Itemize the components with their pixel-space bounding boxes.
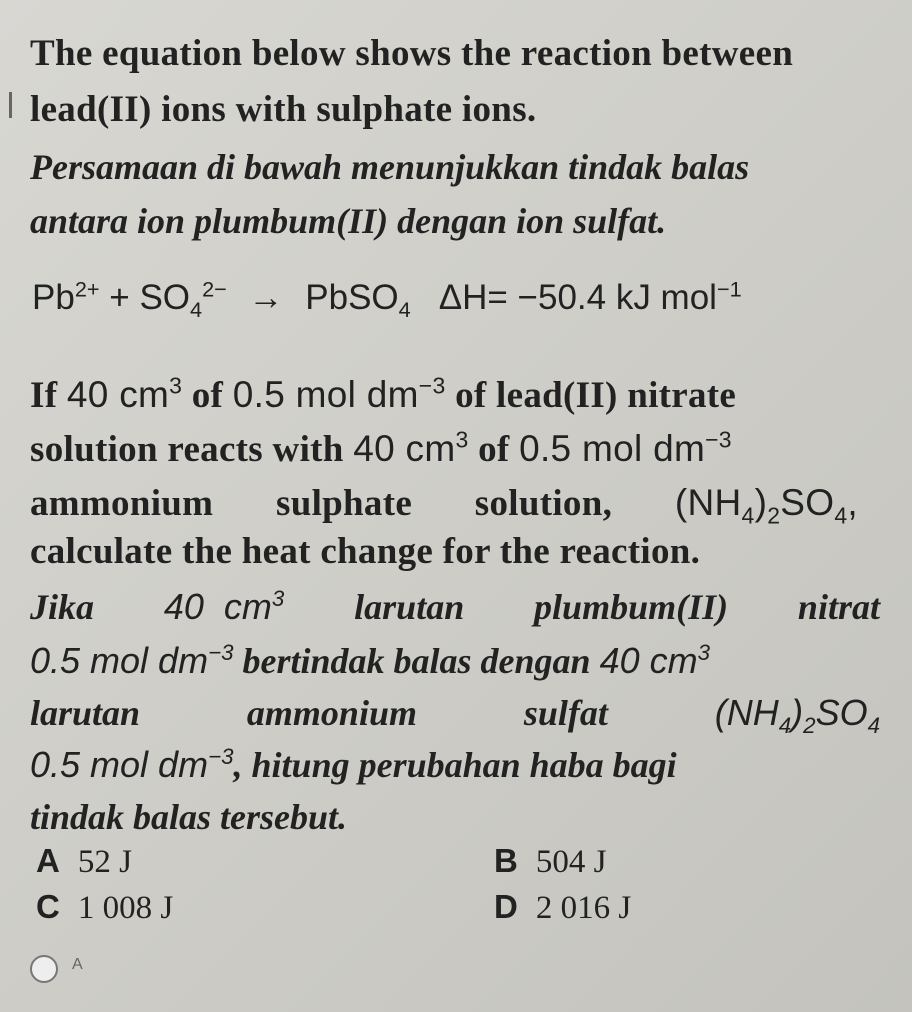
answer-radio-button[interactable] bbox=[30, 955, 58, 983]
enthalpy-change: ΔH= −50.4 kJ mol bbox=[438, 278, 717, 317]
english-line-6: calculate the heat change for the reaction. bbox=[30, 531, 701, 572]
margin-mark bbox=[9, 92, 12, 118]
english-line-5: ammonium sulphate solution, $(NH_4)_2SO_4$, bbox=[30, 482, 858, 529]
reaction-equation: $Pb^{2+} + SO_4^{2-}$ → PbSO$_4$ ΔH= −50.4 kJ mol$^{-1}$ bbox=[32, 276, 742, 322]
malay-line-3: Jika 40 $cm^3$ larutan plumbum(II) nitrat bbox=[30, 586, 880, 627]
english-line-4: solution reacts with 40 $cm^3$ of 0.5 mol $dm^{-3}$ bbox=[30, 426, 732, 470]
reaction-arrow: → bbox=[238, 278, 294, 317]
english-line-1: The equation below shows the reaction between bbox=[30, 33, 794, 74]
malay-line-6: 0.5 mol $dm^{-3}$, hitung perubahan haba bagi bbox=[30, 744, 677, 785]
option-a: A 52 J bbox=[36, 842, 132, 880]
ammonium-sulfat-formula: $(NH_4)_2SO_4$ bbox=[714, 692, 880, 739]
option-c: C 1 008 J bbox=[36, 888, 174, 926]
malay-line-1: Persamaan di bawah menunjukkan tindak balas bbox=[30, 147, 750, 187]
malay-line-2: antara ion plumbum(II) dengan ion sulfat. bbox=[30, 201, 667, 241]
malay-line-5: larutan ammonium sulfat $(NH_4)_2SO_4$ bbox=[30, 692, 880, 739]
option-b: B 504 J bbox=[494, 842, 607, 880]
option-d: D 2 016 J bbox=[494, 888, 632, 926]
malay-line-4: 0.5 mol $dm^{-3}$ bertindak balas dengan 40 $cm^3$ bbox=[30, 640, 711, 681]
english-line-3: If 40 $cm^3$ of 0.5 mol $dm^{-3}$ of lead(II) nitrate bbox=[30, 372, 737, 416]
ammonium-sulphate-formula: $(NH_4)_2SO_4$, bbox=[674, 482, 858, 529]
answer-radio-label: A bbox=[72, 956, 83, 973]
malay-line-7: tindak balas tersebut. bbox=[30, 797, 348, 837]
english-line-2: lead(II) ions with sulphate ions. bbox=[30, 89, 537, 130]
